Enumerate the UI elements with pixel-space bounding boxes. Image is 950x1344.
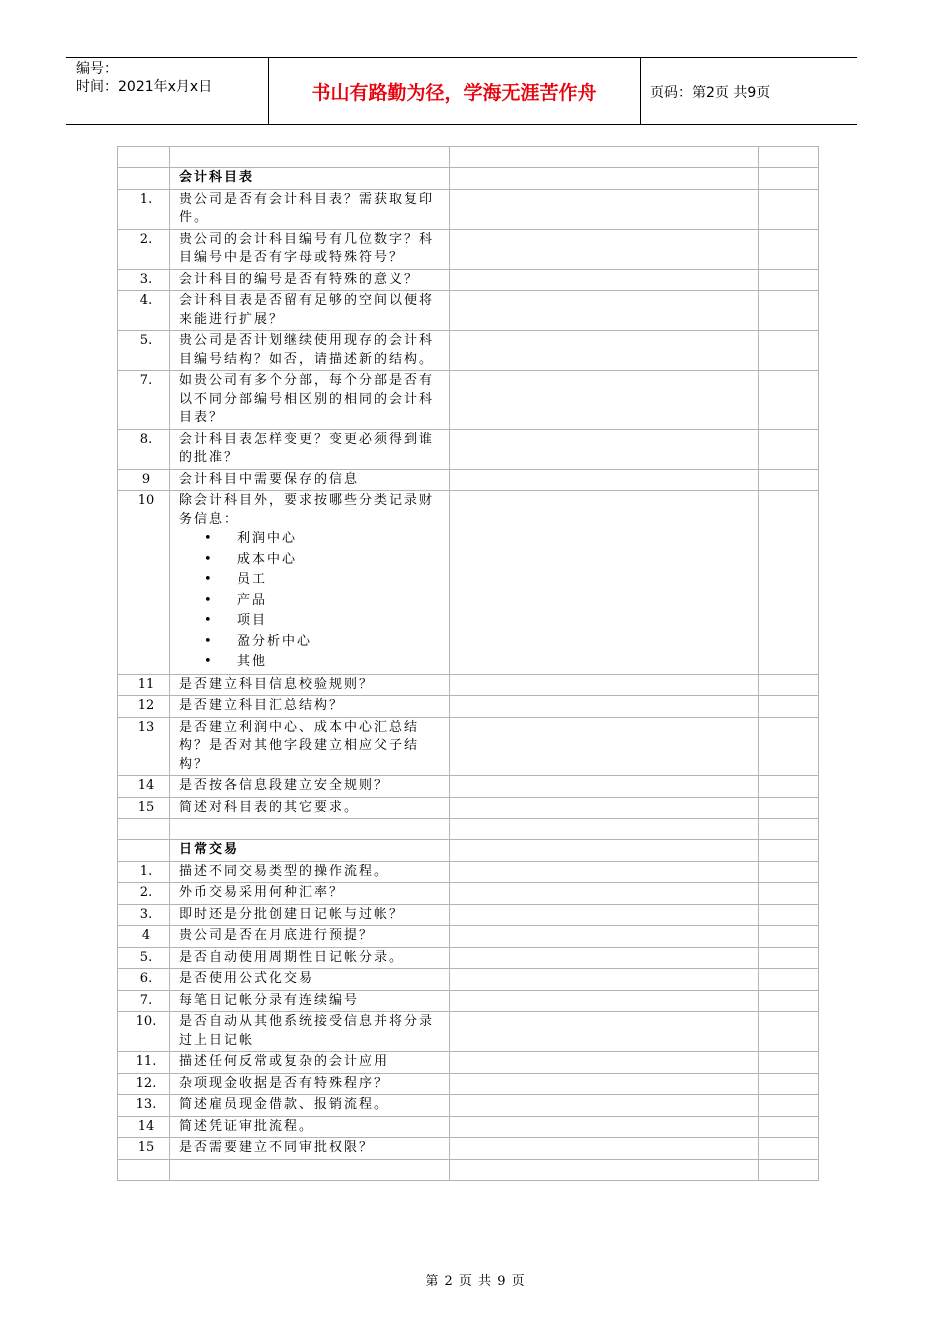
table-row [118,969,819,991]
item-question-text: 是否需要建立不同审批权限？ [179,1140,375,1155]
remark-cell [759,429,819,469]
remark-cell [759,147,819,168]
table-row [118,1095,819,1117]
item-question [170,291,450,331]
header-motto: 书山有路勤为径，学海无涯苦作舟 [311,82,597,104]
remark-cell [759,926,819,948]
item-question-text: 简述凭证审批流程。 [179,1118,315,1134]
item-number: 4 [118,926,170,948]
header-top-rule [66,57,857,58]
table-row [118,797,819,819]
table-row [118,229,819,269]
category-list-item: • 利润中心 [179,529,445,550]
item-question-text: 贵公司是否有会计科目表？需获取复印件。 [179,191,435,225]
page-footer: 第 2 页 共 9 页 [425,1274,525,1289]
answer-cell [450,331,759,371]
item-question [170,331,450,371]
remark-cell [759,696,819,718]
item-question [170,696,450,718]
item-question-text: 简述雇员现金借款、报销流程。 [179,1097,390,1112]
answer-cell [450,168,759,190]
item-question [170,469,450,491]
table-row [118,674,819,696]
item-question [170,1138,450,1160]
answer-cell [450,1159,759,1180]
item-question-cell [170,819,450,840]
item-question [170,797,450,819]
item-question [170,371,450,430]
item-question [170,269,450,291]
table-row [118,1116,819,1138]
answer-cell [450,269,759,291]
category-list-item: • 成本中心 [179,550,445,571]
answer-cell [450,797,759,819]
item-question [170,1073,450,1095]
item-question [170,883,450,905]
header-meta [76,60,212,96]
header-page-label: 页码：第2页 共9页 [650,85,771,101]
item-question-cell [170,147,450,168]
item-question-text: 贵公司是否计划继续使用现存的会计科目编号结构？如否，请描述新的结构。 [179,333,435,367]
table-row [118,429,819,469]
answer-cell [450,1116,759,1138]
item-question-cell [170,1159,450,1180]
remark-cell [759,969,819,991]
table-row [118,926,819,948]
item-question [170,1116,450,1138]
remark-cell [759,1073,819,1095]
remark-cell [759,491,819,675]
answer-cell [450,1052,759,1074]
table-row [118,1073,819,1095]
questionnaire-table [117,146,819,1181]
item-number: 2. [118,883,170,905]
blank-row [118,819,819,840]
item-number-cell [118,168,170,190]
table-row [118,1052,819,1074]
answer-cell [450,371,759,430]
answer-cell [450,429,759,469]
remark-cell [759,331,819,371]
item-question-text: 是否建立科目汇总结构？ [179,698,345,713]
category-list-item: • 其他 [179,652,445,673]
table-row [118,861,819,883]
remark-cell [759,840,819,862]
item-number-cell [118,147,170,168]
answer-cell [450,229,759,269]
table-row [118,371,819,430]
item-number: 15 [118,797,170,819]
table-row [118,331,819,371]
remark-cell [759,269,819,291]
item-number: 1. [118,189,170,229]
item-number: 3. [118,904,170,926]
section-title: 日常交易 [170,840,450,862]
answer-cell [450,1073,759,1095]
table-row [118,904,819,926]
remark-cell [759,717,819,776]
remark-cell [759,904,819,926]
remark-cell [759,861,819,883]
table-row [118,696,819,718]
table-row [118,947,819,969]
item-question [170,947,450,969]
remark-cell [759,776,819,798]
remark-cell [759,883,819,905]
header-bottom-rule [66,124,857,125]
questionnaire-body [118,147,819,1181]
item-question [170,491,450,675]
remark-cell [759,947,819,969]
item-question [170,1095,450,1117]
item-number-cell [118,819,170,840]
answer-cell [450,926,759,948]
item-number: 14 [118,1116,170,1138]
item-question-text: 是否使用公式化交易 [179,971,315,986]
item-question-text: 描述不同交易类型的操作流程。 [179,863,390,879]
table-row [118,491,819,675]
category-list [179,529,445,673]
item-number: 5. [118,331,170,371]
item-question-text: 是否建立科目信息校验规则？ [179,676,375,692]
item-question-text: 会计科目表是否留有足够的空间以便将来能进行扩展？ [179,293,435,327]
answer-cell [450,291,759,331]
item-question-text: 简述对科目表的其它要求。 [179,799,360,815]
item-question-text: 是否按各信息段建立安全规则？ [179,778,390,793]
item-question [170,1052,450,1074]
table-row [118,291,819,331]
item-number: 10. [118,1012,170,1052]
remark-cell [759,291,819,331]
item-question-text: 会计科目中需要保存的信息 [179,471,360,487]
answer-cell [450,969,759,991]
item-number: 11 [118,674,170,696]
item-question-text: 即时还是分批创建日记帐与过帐？ [179,906,405,922]
answer-cell [450,819,759,840]
item-question [170,861,450,883]
item-question-text: 是否自动从其他系统接受信息并将分录过上日记帐 [179,1014,435,1048]
table-row [118,469,819,491]
table-row [118,776,819,798]
item-question-text: 是否建立利润中心、成本中心汇总结构？是否对其他字段建立相应父子结构？ [179,719,420,772]
item-number: 7. [118,371,170,430]
item-number: 3. [118,269,170,291]
remark-cell [759,990,819,1012]
answer-cell [450,674,759,696]
item-question-text: 会计科目表怎样变更？变更必须得到谁的批准？ [179,431,435,465]
answer-cell [450,469,759,491]
answer-cell [450,147,759,168]
item-number: 10 [118,491,170,675]
item-number: 13 [118,717,170,776]
answer-cell [450,1012,759,1052]
category-list-item: • 员工 [179,570,445,591]
item-number: 8. [118,429,170,469]
section-header-row [118,840,819,862]
item-question-text: 外币交易采用何种汇率？ [179,885,345,900]
answer-cell [450,1138,759,1160]
category-list-item: • 产品 [179,591,445,612]
table-row [118,883,819,905]
remark-cell [759,674,819,696]
answer-cell [450,904,759,926]
item-number: 7. [118,990,170,1012]
table-row [118,990,819,1012]
remark-cell [759,1159,819,1180]
item-question [170,969,450,991]
remark-cell [759,189,819,229]
item-number: 15 [118,1138,170,1160]
section-header-row [118,168,819,190]
answer-cell [450,947,759,969]
serial-label: 编号： [76,61,118,77]
remark-cell [759,1138,819,1160]
remark-cell [759,229,819,269]
answer-cell [450,990,759,1012]
remark-cell [759,1012,819,1052]
item-question [170,674,450,696]
item-question [170,429,450,469]
item-number: 13. [118,1095,170,1117]
remark-cell [759,819,819,840]
blank-row [118,1159,819,1180]
item-question-text: 贵公司是否在月底进行预提？ [179,928,375,943]
blank-row [118,147,819,168]
answer-cell [450,840,759,862]
item-number-cell [118,840,170,862]
item-number: 12. [118,1073,170,1095]
answer-cell [450,717,759,776]
answer-cell [450,696,759,718]
item-number: 9 [118,469,170,491]
item-question-text: 如贵公司有多个分部，每个分部是否有以不同分部编号相区别的相同的会计科目表？ [179,373,435,425]
table-row [118,717,819,776]
item-number: 4. [118,291,170,331]
section-title: 会计科目表 [170,168,450,190]
item-question [170,990,450,1012]
item-number: 11. [118,1052,170,1074]
item-question-text: 描述任何反常或复杂的会计应用 [179,1054,390,1069]
item-question-text: 除会计科目外，要求按哪些分类记录财务信息： [179,493,435,527]
item-number: 2. [118,229,170,269]
item-question [170,189,450,229]
item-number: 14 [118,776,170,798]
item-question-text: 每笔日记帐分录有连续编号 [179,992,360,1008]
item-question-text: 是否自动使用周期性日记帐分录。 [179,949,405,965]
table-row [118,269,819,291]
remark-cell [759,469,819,491]
item-question-text: 贵公司的会计科目编号有几位数字？科目编号中是否有字母或特殊符号？ [179,231,435,265]
remark-cell [759,1116,819,1138]
remark-cell [759,797,819,819]
table-row [118,189,819,229]
item-number: 5. [118,947,170,969]
item-number-cell [118,1159,170,1180]
remark-cell [759,1095,819,1117]
item-question [170,1012,450,1052]
table-row [118,1138,819,1160]
item-question [170,904,450,926]
answer-cell [450,189,759,229]
item-number: 6. [118,969,170,991]
remark-cell [759,1052,819,1074]
answer-cell [450,776,759,798]
item-question-text: 杂项现金收据是否有特殊程序？ [179,1075,390,1091]
header-divider [640,57,641,124]
category-list-item: • 盈分析中心 [179,632,445,653]
answer-cell [450,491,759,675]
category-list-item: • 项目 [179,611,445,632]
item-question [170,776,450,798]
item-number: 12 [118,696,170,718]
remark-cell [759,168,819,190]
answer-cell [450,861,759,883]
remark-cell [759,371,819,430]
time-label: 时间：2021年x月x日 [76,79,213,95]
answer-cell [450,1095,759,1117]
table-row [118,1012,819,1052]
item-number: 1. [118,861,170,883]
item-question [170,229,450,269]
item-question [170,717,450,776]
answer-cell [450,883,759,905]
item-question-text: 会计科目的编号是否有特殊的意义？ [179,271,420,287]
item-question [170,926,450,948]
